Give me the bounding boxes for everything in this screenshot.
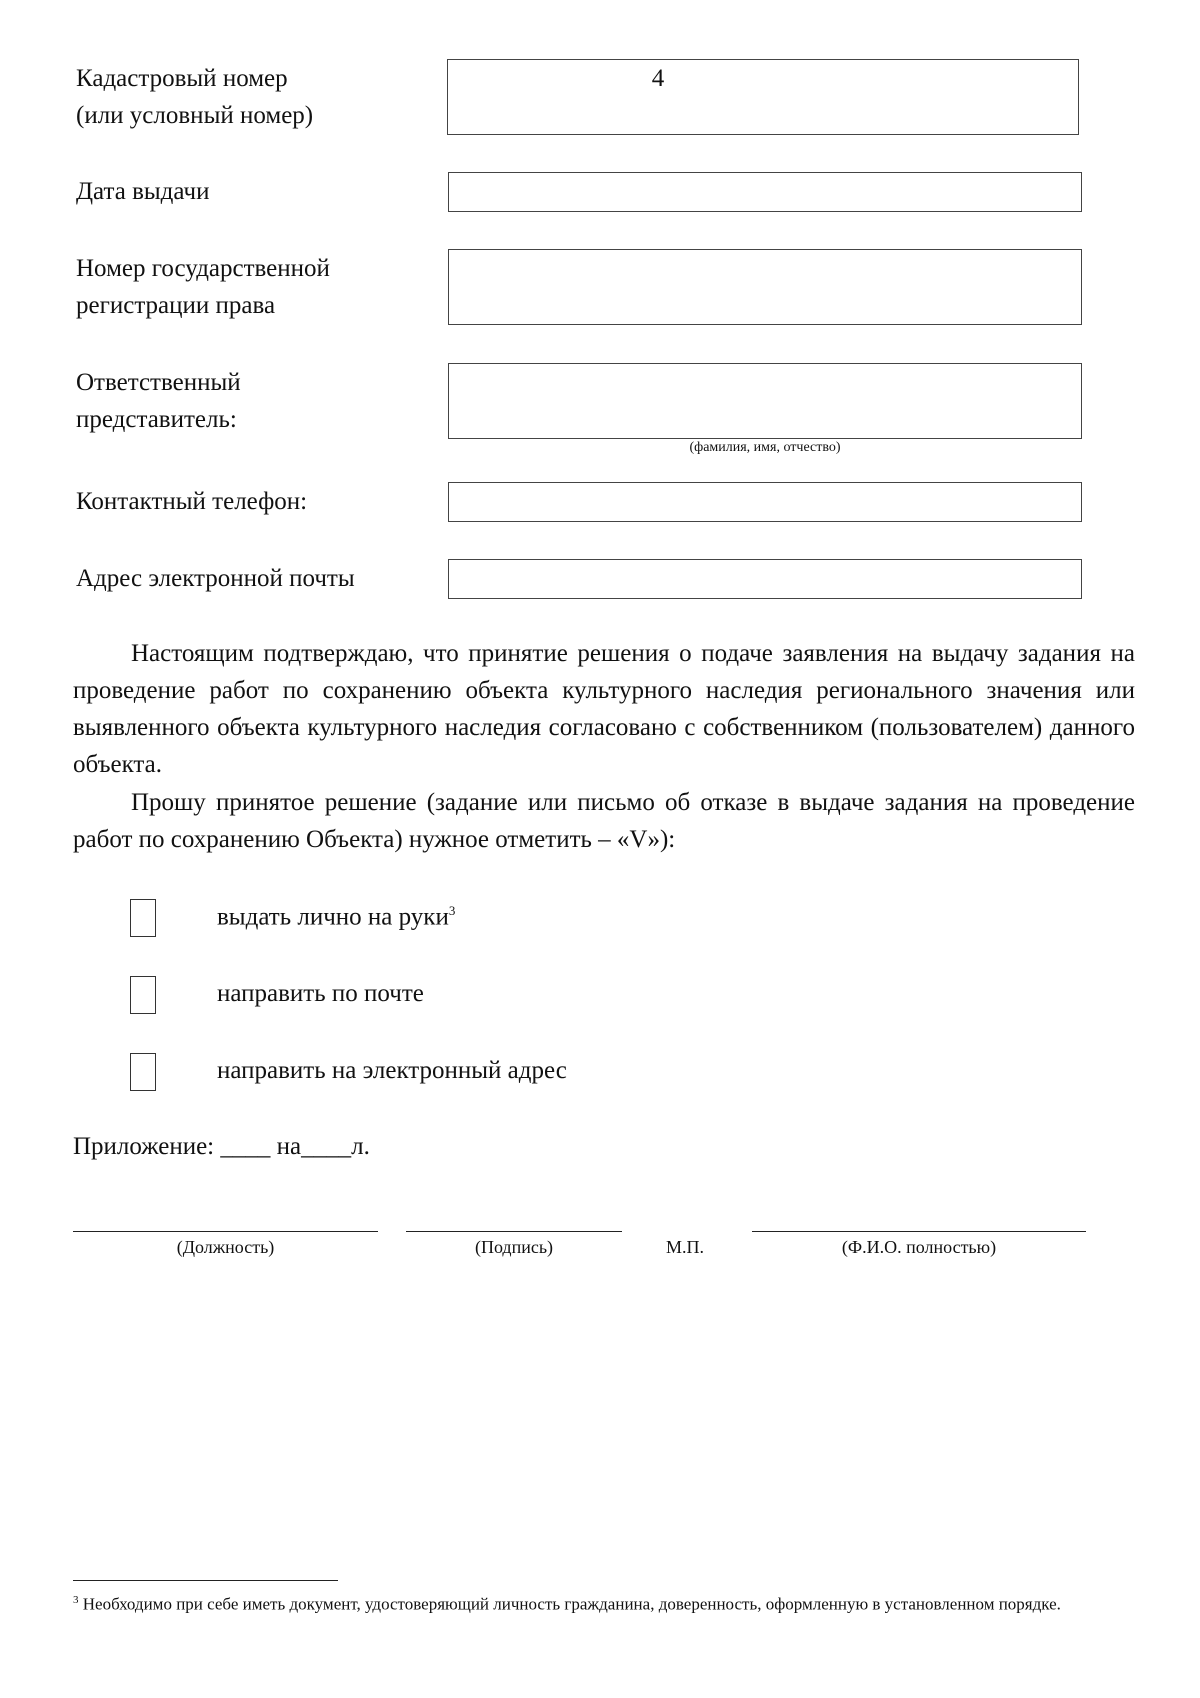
option-post-label: направить по почте xyxy=(217,980,424,1007)
footnote-ref: 3 xyxy=(448,903,456,918)
field-label-registration-number: Номер государственной регистрации права xyxy=(76,255,330,319)
registration-number-field[interactable] xyxy=(448,249,1082,325)
attachment-blank-count: ____ xyxy=(220,1133,271,1160)
position-line xyxy=(73,1231,378,1232)
request-paragraph: Прошу принятое решение (задание или письмо об отказе в выдаче задания на проведение работ по сохранению Объекта) нужное отметить – «V»): xyxy=(73,789,1135,853)
footnote-separator xyxy=(73,1580,338,1581)
field-label-phone: Контактный телефон: xyxy=(76,488,308,515)
representative-hint: (фамилия, имя, отчество) xyxy=(689,440,841,455)
signature-line xyxy=(406,1231,622,1232)
option-email-label: направить на электронный адрес xyxy=(217,1057,567,1084)
email-value xyxy=(449,560,869,564)
footnote-text: Необходимо при себе иметь документ, удостоверяющий личность гражданина, доверенность, оформленную в установленном порядке. xyxy=(82,1594,1061,1614)
field-label-representative: Ответственный представитель: xyxy=(76,369,241,433)
option-in-person xyxy=(217,903,455,931)
email-field[interactable] xyxy=(448,559,1082,599)
option-checkbox-in-person[interactable] xyxy=(130,899,156,937)
position-caption: (Должность) xyxy=(176,1237,275,1257)
option-checkbox-email[interactable] xyxy=(130,1053,156,1091)
phone-field[interactable] xyxy=(448,482,1082,522)
issue-date-value xyxy=(449,173,869,177)
signature-caption: (Подпись) xyxy=(474,1237,554,1257)
representative-value xyxy=(449,364,869,368)
footnote xyxy=(73,1588,1135,1617)
field-label-issue-date: Дата выдачи xyxy=(76,178,210,205)
cadastral-number-field[interactable] xyxy=(447,59,1079,135)
fullname-line xyxy=(752,1231,1086,1232)
attachment-blank-sheets: ____ xyxy=(301,1133,352,1160)
attachment-label: Приложение: xyxy=(73,1133,215,1160)
attachment-unit: л. xyxy=(351,1133,370,1160)
phone-value xyxy=(449,483,869,487)
representative-field[interactable] xyxy=(448,363,1082,439)
footnote-number: 3 xyxy=(73,1594,79,1606)
attachment-on: на xyxy=(276,1133,302,1160)
stamp-caption: М.П. xyxy=(665,1237,704,1257)
issue-date-field[interactable] xyxy=(448,172,1082,212)
option-checkbox-post[interactable] xyxy=(130,976,156,1014)
registration-number-value xyxy=(449,250,869,254)
cadastral-number-value: 4 xyxy=(651,65,665,92)
confirmation-paragraph: Настоящим подтверждаю, что принятие решения о подаче заявления на выдачу задания на проведение работ по сохранению объекта культурного наследия регионального значения или выявленного объекта культурного наследия согласовано с собственником (пользователем) данного объекта. xyxy=(73,640,1135,778)
option-in-person-label: выдать лично на руки xyxy=(217,903,449,931)
field-label-cadastral: Кадастровый номер (или условный номер) xyxy=(76,65,314,129)
attachment-line xyxy=(73,1133,370,1161)
fullname-caption: (Ф.И.О. полностью) xyxy=(841,1237,997,1257)
field-label-email: Адрес электронной почты xyxy=(76,565,355,592)
